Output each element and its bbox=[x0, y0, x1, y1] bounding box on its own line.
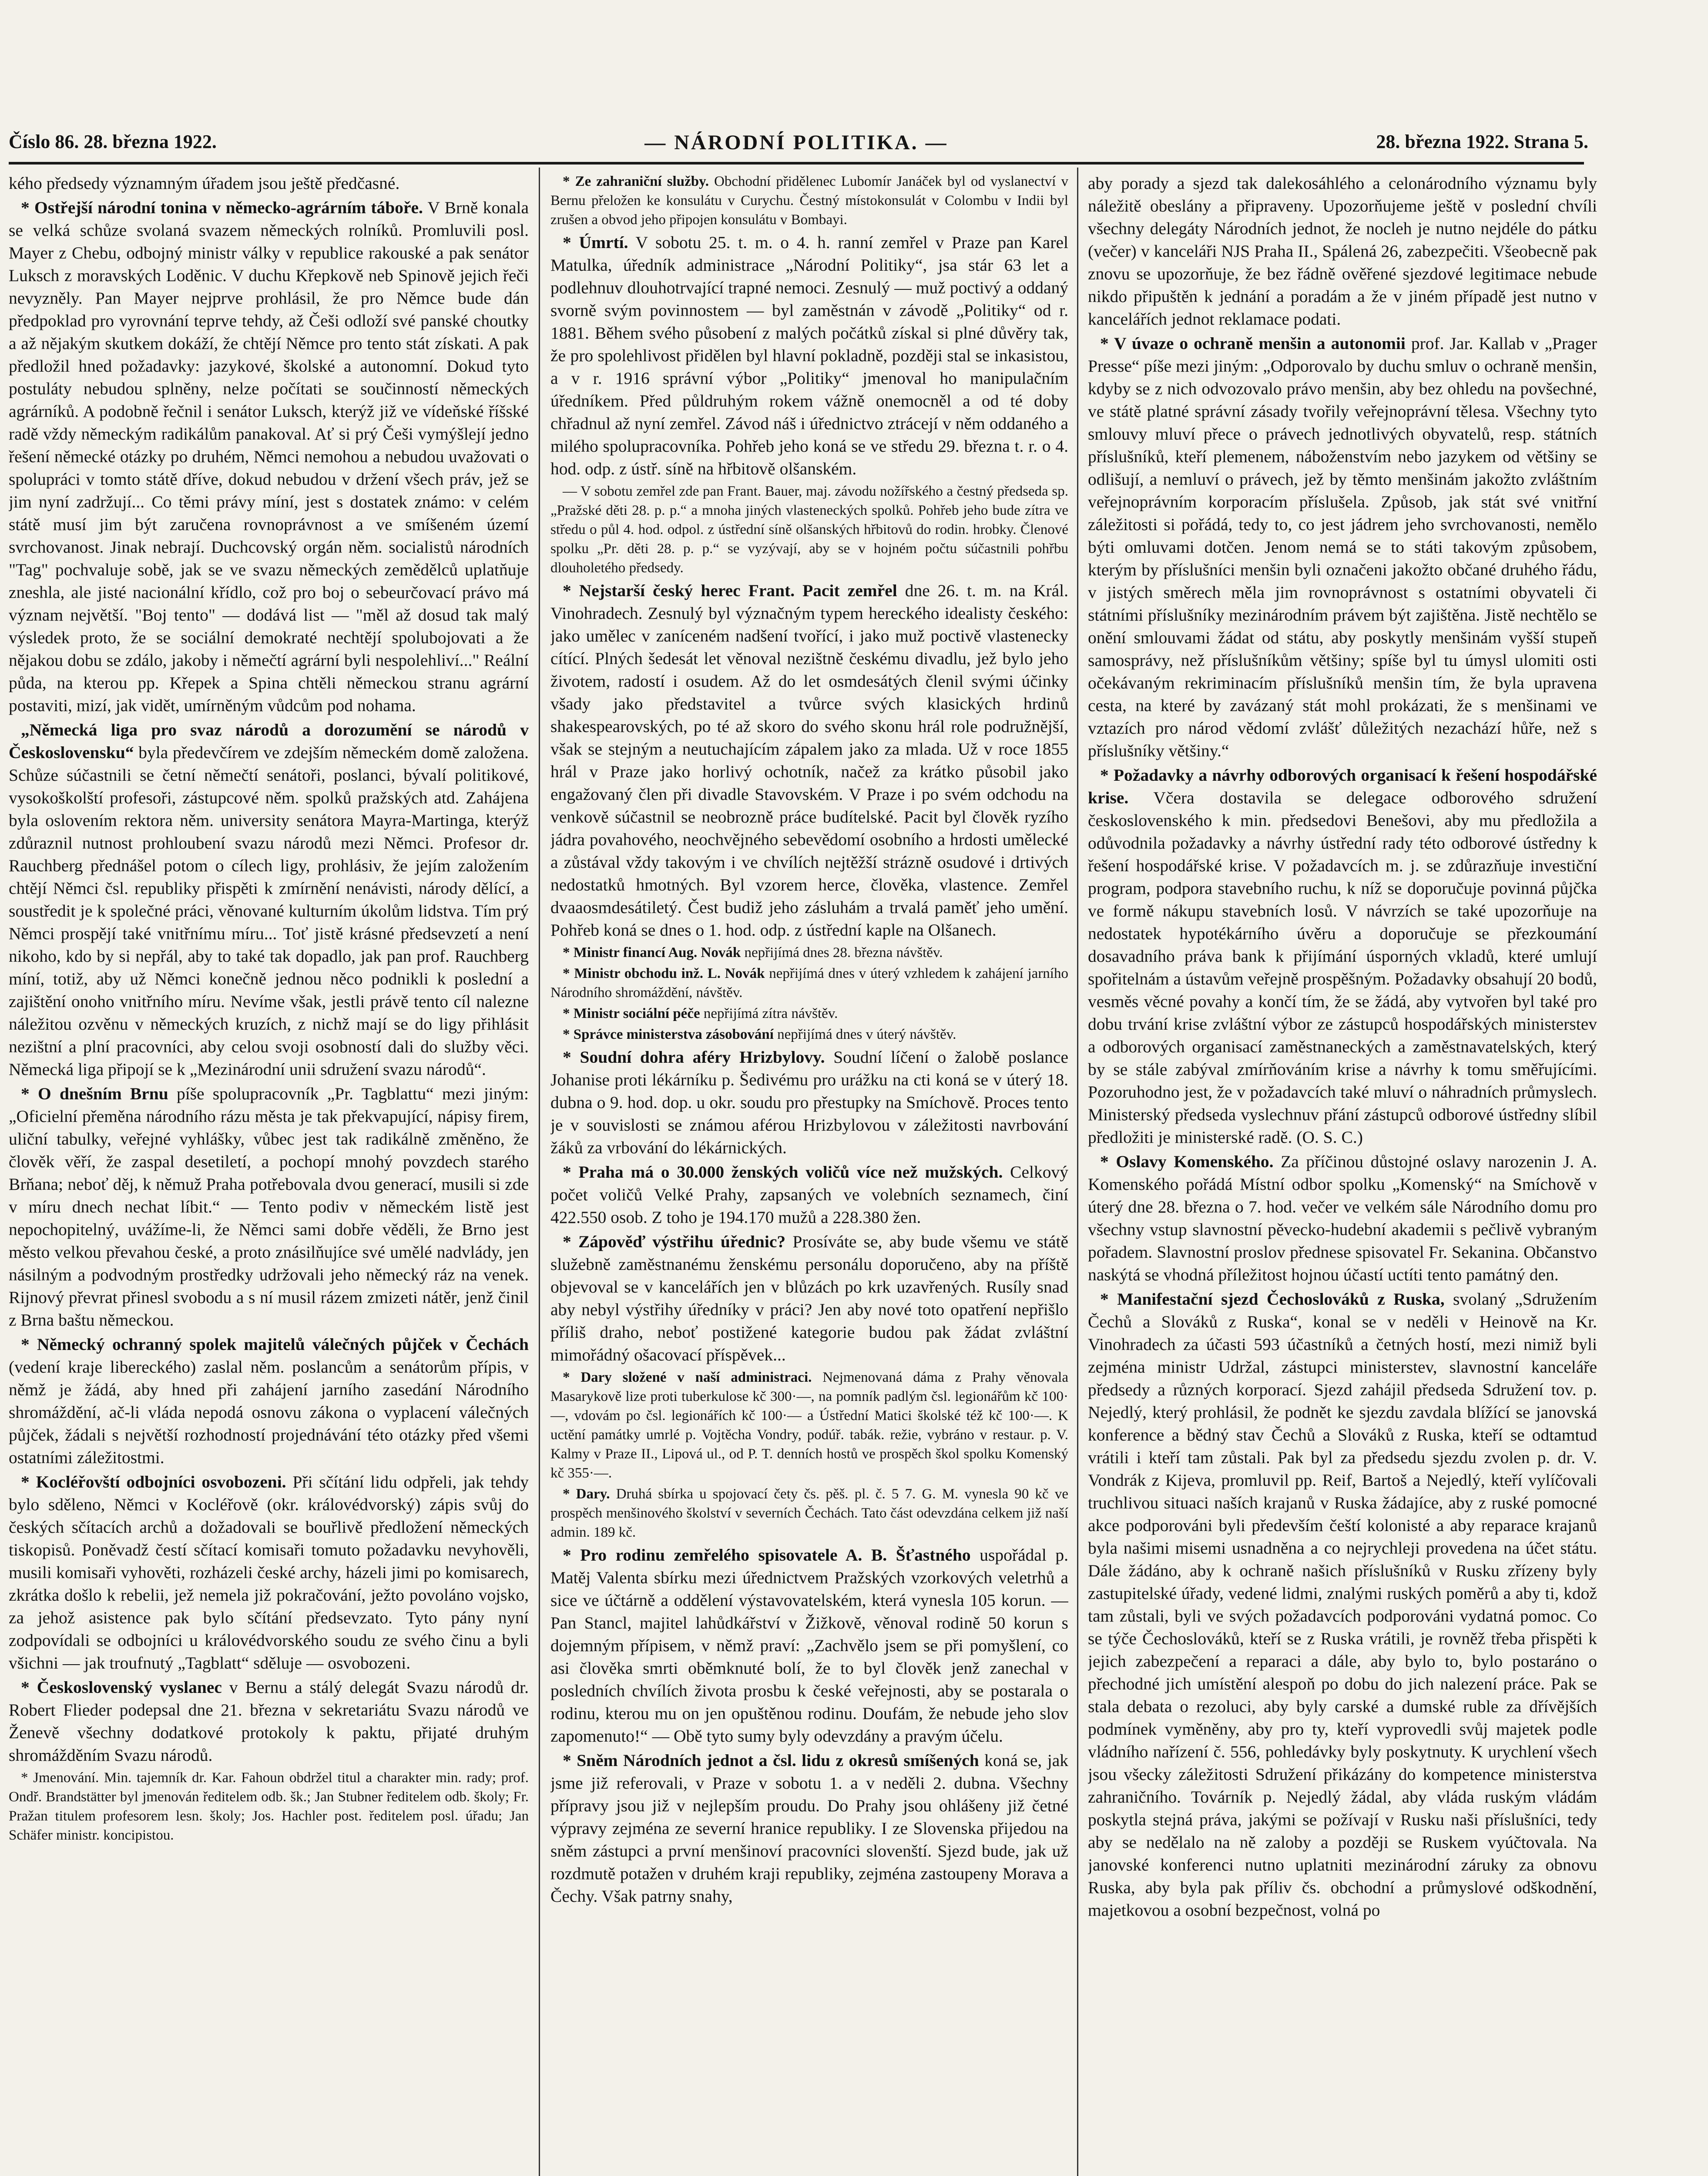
page-header bbox=[9, 131, 1588, 165]
article-paragraph bbox=[1088, 172, 1597, 330]
article-text: — V sobotu zemřel zde pan Frant. Bauer, maj. závodu nožířského a čestný předseda sp. „Pražské děti 28. p. p.“ a mnoha jiných vlasteneckých spolků. Pohřeb jeho bude zítra ve středu o půl 4. hod. odpol. z ústřední síně olšanských hřbitovů do rodin. hrobky. Členové spolku „Pr. děti 28. p. p.“ se vyzývají, aby se v hojném počtu súčastnili pohřbu dlouholetého předsedy. bbox=[550, 484, 1068, 576]
article-text: Nejmenovaná dáma z Prahy věnovala Masarykově lize proti tuberkulose kč 300·—, na pomník padlým čsl. legionářům kč 100·—, vdovám po čsl. legionářích kč 100·— a Ústřední Matici školské též kč 100·—. K uctění památky umrlé p. Vojtěcha Vondry, podúř. tabák. režie, vybráno v restaur. p. V. Kalmy v Praze II., Lipová ul., od P. T. denních hostů ve prospěch škol spolku Komenský kč 355·—. bbox=[550, 1370, 1068, 1481]
article-paragraph bbox=[1088, 332, 1597, 762]
article-text: nepřijímá dnes 28. března návštěv. bbox=[741, 945, 943, 960]
article-headline: * Správce ministerstva zásobování bbox=[563, 1027, 774, 1042]
article-paragraph bbox=[550, 1025, 1068, 1044]
article-text: Obchodní přidělenec Lubomír Janáček byl od vyslanectví v Bernu přeložen ke konsulátu v Curychu. Čestný místokonsulát v Colombu v Indii byl zrušen a obvod jeho připojen konsulátu v Bombayi. bbox=[550, 174, 1068, 228]
article-text: byla předevčírem ve zdejším německém domě založena. Schůze súčastnili se četní němečtí senátoři, poslanci, bývalí politikové, vysokoškolští profesoři, zástupcové něm. spolků pražských atd. Zahájena byla oslovením rektora něm. university senátora Mayra-Martinga, kterýž zdůraznil nutnost prohloubení svazu národů mezi Němci. Profesor dr. Rauchberg přednášel potom o cílech ligy, prohlásiv, že jejím založením chtějí Němci čsl. republiky přispěti k zmírnění nenávisti, národy dělící, a soustředit je k společné práci, věnované kulturním úkolům lidstva. Tím prý Němci prospějí také vnitřnímu míru... Toť jistě krásné předsevzetí a není nikoho, kdo by si nepřál, aby to také tak dopadlo, jak pan prof. Rauchberg míní, totiž, aby už Němci konečně jednou něco podnikli k poslední a zajištění onoho vnitřního míru. Nevíme však, jestli právě tento cíl nalezne náležitou ozvěnu v německých kruzích, z nichž mají se do ligy přihlásit nezištní a plní pracovníci, aby celou svoji osobností dali do služby věci. Německá liga připojí se k „Mezinárodní unii sdružení svazu národů“. bbox=[9, 743, 529, 1079]
article-headline: * Požadavky a návrhy odborových organisací k řešení hospodářské krise. bbox=[1088, 766, 1597, 807]
article-text: koná se, jak jsme již referovali, v Praze v sobotu 1. a v neděli 2. dubna. Všechny přípravy jsou již v nejlepším proudu. Do Prahy jsou ohlášeny již četné výpravy zejména ze severní hranice republiky. I ze Slovenska přijedou na sněm zástupci a první menšinoví pracovníci slovenští. Sjezd bude, jak už rozdmutě potažen v druhém kraji republiky, zejména zastoupeny Morava a Čechy. Však patrny snahy, bbox=[550, 1751, 1068, 1906]
article-headline: * V úvaze o ochraně menšin a autonomii bbox=[1100, 334, 1406, 353]
article-paragraph bbox=[9, 719, 529, 1081]
article-paragraph bbox=[9, 196, 529, 717]
article-text: Při sčítání lidu odpřeli, jak tehdy bylo sděleno, Němci v Kocléřově (okr. královédvorský) zápis svůj do českých sčítacích archů a dožadovali se bouřlivě předložení německých tiskopisů. Poněvadž čestí sčítací komisaři tomuto požadavku nevyhověli, musili komisaři vyhověti, rozházeli české archy, házeli jimi po komisarech, zkrátka došlo k rebelii, jež nemela již pokračování, ježto povoláno vojsko, za jehož asistence pak bylo sčítání předsevzato. Tyto pány nyní zodpovídali se odbojníci u královédvorského soudu ze svého činu a byli všichni — jak troufnutý „Tagblatt“ sděluje — osvobozeni. bbox=[9, 1472, 529, 1672]
article-headline: * O dnešním Brnu bbox=[21, 1084, 168, 1103]
article-headline: * Kocléřovští odbojníci osvobozeni. bbox=[21, 1472, 286, 1491]
article-paragraph bbox=[1088, 1150, 1597, 1286]
article-headline: * Ministr obchodu inž. L. Novák bbox=[563, 966, 765, 981]
article-headline: * Ostřejší národní tonina v německo-agrárním táboře. bbox=[21, 198, 423, 217]
article-paragraph bbox=[550, 482, 1068, 578]
column-divider bbox=[539, 168, 540, 2176]
article-paragraph bbox=[550, 1368, 1068, 1483]
column-divider bbox=[1077, 168, 1078, 2176]
date-and-page: 28. března 1922. Strana 5. bbox=[1376, 131, 1588, 152]
article-headline: * Manifestační sjezd Čechoslováků z Ruska, bbox=[1100, 1289, 1445, 1309]
article-paragraph bbox=[550, 964, 1068, 1002]
issue-and-date: Číslo 86. 28. března 1922. bbox=[9, 131, 217, 152]
article-paragraph bbox=[550, 943, 1068, 962]
article-text: v Bernu a stálý delegát Svazu národů dr. Robert Flieder podepsal dne 21. března v sekretariátu Svazu národů ve Ženevě všechny dodatkové protokoly k paktu, přijaté druhým shromážděním Svazu národů. bbox=[9, 1678, 529, 1765]
article-text: prof. Jar. Kallab v „Prager Presse“ píše mezi jiným: „Odporovalo by duchu smluv o ochraně menšin, kdyby se z nich odvozovalo právo menšin, aby bez ohledu na povšechné, ve státě platné správní zásady tvořily veřejnoprávní tělesa. Všechny tyto smlouvy mluví přece o právech jednotlivých obyvatelů, resp. státních příslušníků, kteří plemenem, náboženstvím nebo jazykem od většiny se odlišují, a nemluví o právech, jež by těmto menšinám jakožto zvláštním veřejnoprávním korporacím příslušela. Způsob, jak stát své vnitřní záležitosti si pořádá, tedy to, co jest jádrem jeho svrchovanosti, nemělo býti omluvami dotčen. Jenom nemá se to státi takovým způsobem, kterým by příslušníci menšin byli označeni jakožto občané druhého řádu, v jistých směrech měla jim rovnoprávnost s ostatními obyvateli či státními příslušníky mezinárodním právem být zajištěna. Jistě nechtělo se onění smlouvami žádat od státu, aby poskytly menšinám vyšší stupeň samosprávy, než příslušníkům většiny; spíše byl tu úmysl ulomiti osti očekávaným rekriminacím příslušníků menšin tím, že byla upravena cesta, na které by zavázaný stát mohl prokázati, že s menšinami ve vztazích pro národ vědomí zvlášť důležitých nezachází hůře, než s příslušníky většiny.“ bbox=[1088, 334, 1597, 760]
article-text: dne 26. t. m. na Král. Vinohradech. Zesnulý byl význačným typem hereckého idealisty českého: jako umělec v zaníceném nadšení tvořící, i jako muž poctivě vlastenecky cítící. Plných šedesát let věnoval nezištně českému divadlu, jež bylo jeho životem, radostí i osudem. Až do let osmdesátých členil svými účinky všady jako představitel a tvůrce svých klasických hrdinů shakespearovských, po té až skoro do svého skonu hrál role podružnější, však se stejným a neutuchajícím zápalem jako za mlada. Už v roce 1855 hrál v Praze jako horlivý ochotník, načež za krátko působil jako engažovaný člen při divadle Stavovském. V Praze i po svém odchodu na venkově súčastnil se neobrozně práce budítelské. Pacit byl člověk ryzího jádra povahového, neochvějného sebevědomí osobního a hrdosti umělecké a zůstával vždy takovým i ve chvílích nejtěžší strázně osudové i drtivých nedostatků hmotných. Byl vzorem herce, člověka, vlastence. Zemřel dvaaosmdesátiletý. Čest budiž jeho zásluhám a trvalá paměť jeho umění. Pohřeb koná se dnes o 1. hod. odp. z ústřední kaple na Olšanech. bbox=[550, 581, 1068, 940]
article-text: V sobotu 25. t. m. o 4. h. ranní zemřel v Praze pan Karel Matulka, úředník administrace „Národní Politiky“, jsa stár 63 let a podlehnuv dlouhotrvající trapné nemoci. Zesnulý — muž poctivý a oddaný svorně svým povinnostem — byl zaměstnán v závodě „Politiky“ od r. 1881. Během svého působení z malých počátků získal si plné důvěry tak, že pro spolehlivost přidělen byl hlavní pokladně, později stal se inkasistou, a v r. 1916 správní výbor „Politiky“ jmenoval ho manipulačním úředníkem. Před půldruhým rokem vážně onemocněl a od té doby chřadnul až nyní zemřel. Závod náš i úřednictvo ztrácejí v něm oddaného a milého spolupracovníka. Pohřeb jeho koná se ve středu 29. března t. r. o 4. hod. odp. z ústř. síně na hřbitově olšanském. bbox=[550, 233, 1068, 478]
article-headline: * Dary. bbox=[563, 1486, 610, 1502]
article-paragraph bbox=[1088, 1288, 1597, 1921]
article-text: Soudní líčení o žalobě poslance Johanise proti lékárníku p. Šedivému pro urážku na cti koná se v úterý 18. dubna o 9. hod. dop. u okr. soudu pro přestupky na Smíchově. Proces tento je v souvislosti se známou aférou Hrizbylovou v záležitosti navrbování žáků za vrbování do lékárnických. bbox=[550, 1048, 1068, 1157]
article-paragraph bbox=[550, 172, 1068, 229]
article-headline: * Ze zahraniční služby. bbox=[563, 174, 709, 189]
article-headline: * Německý ochranný spolek majitelů válečných půjček v Čechách bbox=[21, 1335, 529, 1354]
article-text: (vedení kraje libereckého) zaslal něm. poslancům a senátorům přípis, v němž je žádá, aby hned při zahájení jarního zasedání Národního shromáždění, ač-li vláda nepodá osnovu zákona o vyplacení válečných půjček, žádali s největší rozhodností projednávání této otázky před všemi ostatními záležitostmi. bbox=[9, 1357, 529, 1467]
article-text: svolaný „Sdružením Čechů a Slováků z Ruska“, konal se v neděli v Heinově na Kr. Vinohradech za účasti 593 účastníků a četných hostí, mezi nimiž byli zejména ministr Udržal, zástupci ministerstev, slavnostní kanceláře předsedy a různých korporací. Sjezd zahájil předseda Sdružení tov. p. Nejedlý, který prohlásil, že podnět ke sjezdu zavdala blížící se janovská konference a bědný stav Čechů a Slováků z Ruska, kteří se odtamtud vrátili i kteří tam zůstali. Pak byl za předsedu sjezdu zvolen p. dr. V. Vondrák z Kijeva, promluvil pp. Reif, Bartoš a Nejedlý, kteří vylíčovali truchlivou situaci naších krajanů v Ruska žádajíce, aby z ruské pomocné akce podporováni byli především čeští kolonisté a aby reparace krajanů byla našimi misemi usnadněna a co nejrychleji provedena na účet státu. Dále žádáno, aby k ochraně našich příslušníků v Rusku zřízeny byly zastupitelské úřady, vedené lidmi, znalými ruských poměrů a aby ti, kdož tam zůstali, byli ve svých požadavcích podporováni vydatná pomoc. Co se týče Čechoslováků, kteří se z Ruska vrátili, je rovněž třeba přispěti k jejich zabezpečení a reparaci a dále, aby bylo to, bylo postaráno o přechodné jich umístění alespoň po dobu do jich nalezení práce. Pak se stala debata o rezoluci, aby byly carské a dumské ruble za dřívějších podmínek vyměněny, aby pro ty, kteří vyprovedli svůj majetek podle vládního nařízení č. 556, pohledávky byly poskytnuty. K urychlení všech jsou všecky záležitosti Sdružení přikázány do kompetence ministerstva zahraničního. Továrník p. Nejedlý žádal, aby vláda ruským vládám poskytla stejná práva, jakými se požívají v Rusku naši příslušníci, tedy aby se nedělalo na ně zaloby a později se Ruskem vyúčtovala. Na janovské konferenci nutno uplatniti mezinárodní záruky za obnovu Ruska, aby byla pak příliv čs. obchodní a průmyslové odškodnění, majetkovou a osobní bezpečnost, volná po bbox=[1088, 1289, 1597, 1920]
masthead-title: — NÁRODNÍ POLITIKA. — bbox=[644, 131, 948, 154]
article-text: Včera dostavila se delegace odborového sdružení československého k min. předsedovi Benešovi, aby mu předložila a odůvodnila požadavky a návrhy ústřední rady této odborové ústředny k řešení hospodářské krise. V požadavcích m. j. se zdůrazňuje investiční program, podpora stavebního ruchu, k níž se doporučuje povinná půjčka ve formě nákupu stavebních losů. V návrzích se také upozorňuje na nedostatek hypotékárního úvěru a doporučuje se přezkoumání dosavadního práva bank k přijímání úsporných vkladů, které umlují spořitelnám a ústavům veřejně prospěšným. Požadavky obsahují 20 bodů, vesměs věcné povahy a končí tím, že se žádá, aby vytvořen byl také pro dobu trvání krise zvláštní výbor ze zástupců hospodářských ministerstev a odborových organisací zaměstnaneckých a zaměstnavatelských, který by se stále zabýval zmírňováním krise a návrhy k tomu směřujícími. Pozoruhodno jest, že v požadavcích také mluví o náhradních průmyslech. Ministerský předseda vyslechnuv přání zástupců odborové ústředny slíbil předložiti je ministerské radě. (O. S. C.) bbox=[1088, 788, 1597, 1147]
article-paragraph bbox=[550, 579, 1068, 941]
article-paragraph bbox=[9, 1082, 529, 1331]
article-headline: * Sněm Národních jednot a čsl. lidu z okresů smíšených bbox=[563, 1751, 979, 1770]
article-text: V Brně konala se velká schůze svolaná svazem německých rolníků. Promluvili posl. Mayer z Chebu, odbojný ministr války v republice rakouské a pak senátor Luksch z moravských Loděnic. V duchu Křepkově neb Spinově jejich řeči nevyzněly. Pan Mayer nejprve prohlásil, že pro Němce bude dán předpoklad pro vyrovnání teprve tehdy, až Češi odloží své panské choutky a až nějakým skutkem dokáží, že chtějí Němce pro tento stát získati. A pak předložil hned požadavky: jazykové, školské a autonomní. Dokud tyto postuláty nebudou splněny, nelze počítati se součinností německých agrárníků. A podobně řečnil i senátor Luksch, kterýž již ve vídeňské říšské radě vždy německým radikálům panakoval. Ať si prý Češi vymýšlejí jedno řešení německé otázky po druhém, Němci nemohou a nebudou uvažovati o spolupráci v tomto státě dříve, dokud nebudou v držení všech práv, jež se jim nyní zadržují... Co těmi právy míní, jest s dostatek známo: v celém státě musí jim být zaručena rovnoprávnost a ve smíšeném území svrchovanost. Jinak nebrají. Duchcovský orgán něm. socialistů národních "Tag" pochvaluje sobě, jak se ve svazu německých zemědělců uplatňuje zneshla, ale jisté nacionální křídlo, což pro boj o sebeurčovací právo má význam největší. "Boj tento" — dodává list — "měl až dosud tak malý výsledek proto, že se sociální demokraté nechtějí spolubojovati a že nějakou dobu se zdálo, jakoby i němečtí agrární byli nespolehliví..." Reální půda, na kterou pp. Křepek a Spina chtěli německou stranu agrární postaviti, mizí, jak vidět, umírněným vůdcům pod nohama. bbox=[9, 198, 529, 715]
article-paragraph bbox=[9, 1676, 529, 1766]
article-text: Za příčinou důstojné oslavy narozenin J. A. Komenského pořádá Místní odbor spolku „Komenský“ na Smíchově v úterý dne 28. března o 7. hod. večer ve velkém sále Národního domu pro všechny vstup slavnostní pěvecko-hudební akademii s pečlivě vybraným pořadem. Slavnostní proslov přednese spisovatel Fr. Sekanina. Občanstvo naskýtá se vhodná příležitost hojnou účastí uctíti tento památný den. bbox=[1088, 1152, 1597, 1284]
article-column-2 bbox=[550, 172, 1068, 2176]
article-headline: * Zápověď výstřihu úřednic? bbox=[563, 1232, 786, 1251]
article-headline: * Praha má o 30.000 ženských voličů více než mužských. bbox=[563, 1162, 1003, 1182]
article-headline: * Nejstarší český herec Frant. Pacit zemřel bbox=[563, 581, 897, 600]
article-text: nepřijímá dnes v úterý návštěv. bbox=[773, 1027, 956, 1042]
article-paragraph bbox=[1088, 764, 1597, 1148]
article-paragraph bbox=[550, 1161, 1068, 1229]
article-paragraph bbox=[550, 1230, 1068, 1366]
article-headline: * Ministr financí Aug. Novák bbox=[563, 945, 741, 960]
article-paragraph bbox=[9, 1471, 529, 1674]
article-text: kého předsedy významným úřadem jsou ještě předčasné. bbox=[9, 174, 400, 193]
article-headline: * Československý vyslanec bbox=[21, 1678, 222, 1697]
article-text: Prosíváte se, aby bude všemu ve státě služebně zaměstnanému ženskému personálu doporučeno, aby na příště objevoval se v kancelářích jen v blůzách po krk uzavřených. Rusíly snad aby nebyl výstřihy úředníky v práci? Jen aby nové toto opatření nepřišlo příliš draho, neboť postižené kategorie budou pak žádat zvláštní mimořádný ošacovací příspěvek... bbox=[550, 1232, 1068, 1364]
article-paragraph bbox=[9, 172, 529, 195]
article-text: píše spolupracovník „Pr. Tagblattu“ mezi jiným: „Oficielní přeměna národního rázu města je tak překvapující, nápisy firem, uliční tabulky, veřejné vyhlášky, vůbec jest tak radikálně změněno, že člověk věří, že zaspal desetiletí, a pochopí mnohý povzdech starého Brňana; neboť děj, k němuž Praha potřebovala dvou generací, musili si zde v míru dnech nechat líbit.“ — Tento podiv v německém listě jest nepochopitelný, uvážíme-li, že Němci sami dobře věděli, že Brno jest město velkou převahou české, a proto znásilňujíce své umělé nadvlády, jen násilným a podvodným prostředky udržovali jeho německý ráz na venek. Rijnový převrat přinesl svobodu a s ní musil rázem zmizeti nátěr, jenž činil z Brna baštu německou. bbox=[9, 1084, 529, 1330]
article-column-3 bbox=[1088, 172, 1597, 2176]
article-text: nepřijímá zítra návštěv. bbox=[700, 1006, 838, 1021]
article-paragraph bbox=[550, 1004, 1068, 1023]
article-paragraph bbox=[550, 1046, 1068, 1159]
article-text: uspořádal p. Matěj Valenta sbírku mezi úřednictvem Pražských vzorkových veletrhů a sice ve účtárně a oddělení výstavovatelském, která vynesla 105 korun. — Pan Stancl, majitel lahůdkářství v Žižkově, věnoval rodině 50 korun s dojemným přípisem, v němž praví: „Zachvělo jsem se při pomyšlení, co asi člověka smrti oběmknuté bolí, že to byl člověk jenž zanechal v posledních chvílích života prosbu k české veřejnosti, aby se postarala o rodinu, kterou mu on jen opuštěnou rodinu. Doufám, že nebude jeho slov zapomenuto!“ — Obě tyto sumy byly odevzdány a pravým účelu. bbox=[550, 1545, 1068, 1746]
article-headline: * Soudní dohra aféry Hrizbylovy. bbox=[563, 1048, 825, 1067]
article-headline: * Pro rodinu zemřelého spisovatele A. B. Šťastného bbox=[563, 1545, 971, 1565]
article-paragraph bbox=[550, 1484, 1068, 1542]
article-headline: * Ministr sociální péče bbox=[563, 1006, 700, 1021]
article-paragraph bbox=[550, 231, 1068, 480]
article-text: Druhá sbírka u spojovací čety čs. pěš. pl. č. 5 7. G. M. vynesla 90 kč ve prospěch menšinového školství v severních Čechách. Tato část odevzdána celkem již naší admin. 189 kč. bbox=[550, 1486, 1068, 1540]
header-rule bbox=[9, 162, 1584, 165]
article-text: * Jmenování. Min. tajemník dr. Kar. Fahoun obdržel titul a charakter min. rady; prof. Ondř. Brandstätter byl jmenován ředitelem odb. šk.; Jan Stubner ředitelem odb. školy; Fr. Pražan titulem profesorem lesn. školy; Jos. Hachler post. ředitelem posl. úřadu; Jan Schäfer ministr. koncipistou. bbox=[9, 1770, 529, 1843]
article-column-1 bbox=[9, 172, 529, 2176]
article-headline: * Úmrtí. bbox=[563, 233, 628, 252]
article-headline: * Oslavy Komenského. bbox=[1100, 1152, 1274, 1171]
article-text: Celkový počet voličů Velké Prahy, zapsaných ve volebních seznamech, činí 422.550 osob. Z toho je 194.170 mužů a 228.380 žen. bbox=[550, 1162, 1068, 1227]
article-text: nepřijímá dnes v úterý vzhledem k zahájení jarního Národního shromáždění, návštěv. bbox=[550, 966, 1068, 1001]
article-headline: „Německá liga pro svaz národů a dorozumění se národů v Československu“ bbox=[9, 720, 529, 762]
article-headline: * Dary složené v naší administraci. bbox=[563, 1370, 812, 1385]
article-paragraph bbox=[550, 1749, 1068, 1907]
article-paragraph bbox=[9, 1333, 529, 1469]
article-paragraph bbox=[550, 1544, 1068, 1747]
article-text: aby porady a sjezd tak dalekosáhlého a celonárodního významu byly náležitě obeslány a připraveny. Upozorňujeme ještě v poslední chvíli všechny delegáty Národních jednot, že nocleh je nutno nejdéle do pátku (večer) v kanceláři NJS Praha II., Spálená 26, zabezpečiti. Všeobecně pak znovu se upozorňuje, že bez řádně ověřené sjezdové legitimace nebude nikdo připuštěn k jednání a poradám a že v jiném případě jest nutno v kancelářích jednot reklamace podati. bbox=[1088, 174, 1597, 329]
article-paragraph bbox=[9, 1768, 529, 1845]
